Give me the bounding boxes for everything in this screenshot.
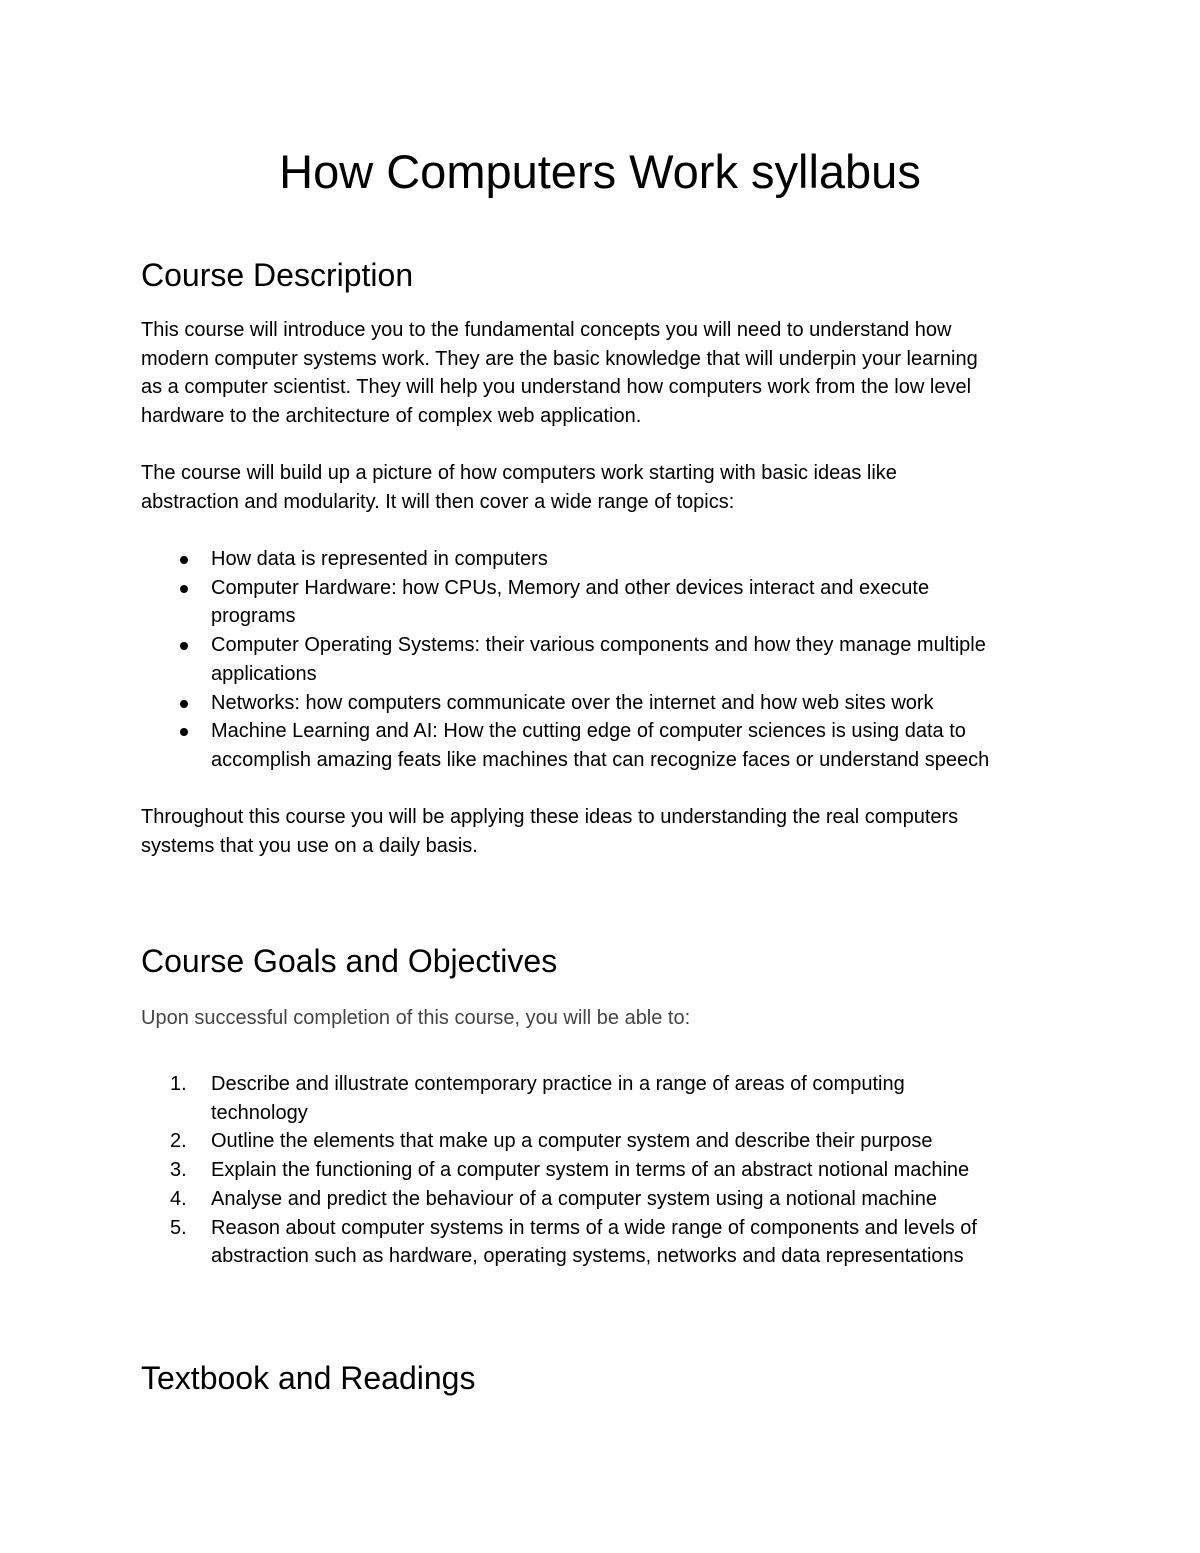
course-description-paragraph-2 <box>141 459 897 516</box>
text-line: accomplish amazing feats like machines that can recognize faces or understand speech <box>211 748 990 771</box>
bullet-icon <box>180 728 188 736</box>
list-marker: 2. <box>170 1130 187 1153</box>
topics-list <box>0 545 1200 775</box>
text-line: Analyse and predict the behaviour of a computer system using a notional machine <box>211 1187 937 1210</box>
list-item <box>0 1185 1200 1214</box>
text-line: Describe and illustrate contemporary practice in a range of areas of computing <box>211 1073 905 1095</box>
list-item <box>0 1156 1200 1185</box>
list-item <box>0 574 1200 631</box>
course-description-paragraph-3 <box>141 803 958 860</box>
list-item <box>0 545 1200 574</box>
course-description-paragraph-1 <box>141 316 978 431</box>
list-item <box>0 717 1200 774</box>
text-line: Computer Operating Systems: their various components and how they manage multiple <box>211 634 986 657</box>
bullet-icon <box>180 700 188 708</box>
list-item <box>0 1070 1200 1127</box>
text-line: modern computer systems work. They are the basic knowledge that will underpin your learning <box>141 347 978 370</box>
bullet-icon <box>180 556 188 564</box>
text-line: Outline the elements that make up a computer system and describe their purpose <box>211 1130 933 1153</box>
text-line: The course will build up a picture of how computers work starting with basic ideas like <box>141 462 897 484</box>
list-marker: 3. <box>170 1159 187 1182</box>
text-line: programs <box>211 605 296 628</box>
list-item <box>0 1214 1200 1271</box>
text-line: Computer Hardware: how CPUs, Memory and other devices interact and execute <box>211 576 930 599</box>
textbook-heading: Textbook and Readings <box>141 1360 476 1396</box>
text-line: Networks: how computers communicate over the internet and how web sites work <box>211 691 934 714</box>
text-line: This course will introduce you to the fundamental concepts you will need to understand how <box>141 319 952 341</box>
text-line: Throughout this course you will be applying these ideas to understanding the real computers <box>141 806 959 828</box>
text-line: technology <box>211 1101 308 1124</box>
text-line: abstraction such as hardware, operating systems, networks and data representations <box>211 1245 964 1268</box>
text-line: Reason about computer systems in terms of a wide range of components and levels of <box>211 1216 977 1239</box>
text-line: abstraction and modularity. It will then cover a wide range of topics: <box>141 490 735 513</box>
text-line: systems that you use on a daily basis. <box>141 834 478 857</box>
text-line: Machine Learning and AI: How the cutting edge of computer sciences is using data to <box>211 720 966 743</box>
list-item <box>0 689 1200 718</box>
course-goals-heading: Course Goals and Objectives <box>141 943 558 979</box>
page-title: How Computers Work syllabus <box>279 145 921 198</box>
text-line: Explain the functioning of a computer system in terms of an abstract notional machine <box>211 1159 970 1182</box>
text-line: How data is represented in computers <box>211 548 548 570</box>
course-description-heading: Course Description <box>141 257 414 293</box>
text-line: as a computer scientist. They will help you understand how computers work from the low level <box>141 376 972 399</box>
bullet-icon <box>180 585 188 593</box>
text-line: applications <box>211 662 317 685</box>
bullet-icon <box>180 642 188 650</box>
list-marker: 4. <box>170 1187 187 1210</box>
list-marker: 5. <box>170 1216 187 1239</box>
goals-intro: Upon successful completion of this course, you will be able to: <box>141 1007 691 1029</box>
objectives-list <box>0 1070 1200 1271</box>
list-item <box>0 631 1200 688</box>
text-line: hardware to the architecture of complex web application. <box>141 405 642 428</box>
list-marker: 1. <box>170 1073 187 1095</box>
list-item <box>0 1127 1200 1156</box>
